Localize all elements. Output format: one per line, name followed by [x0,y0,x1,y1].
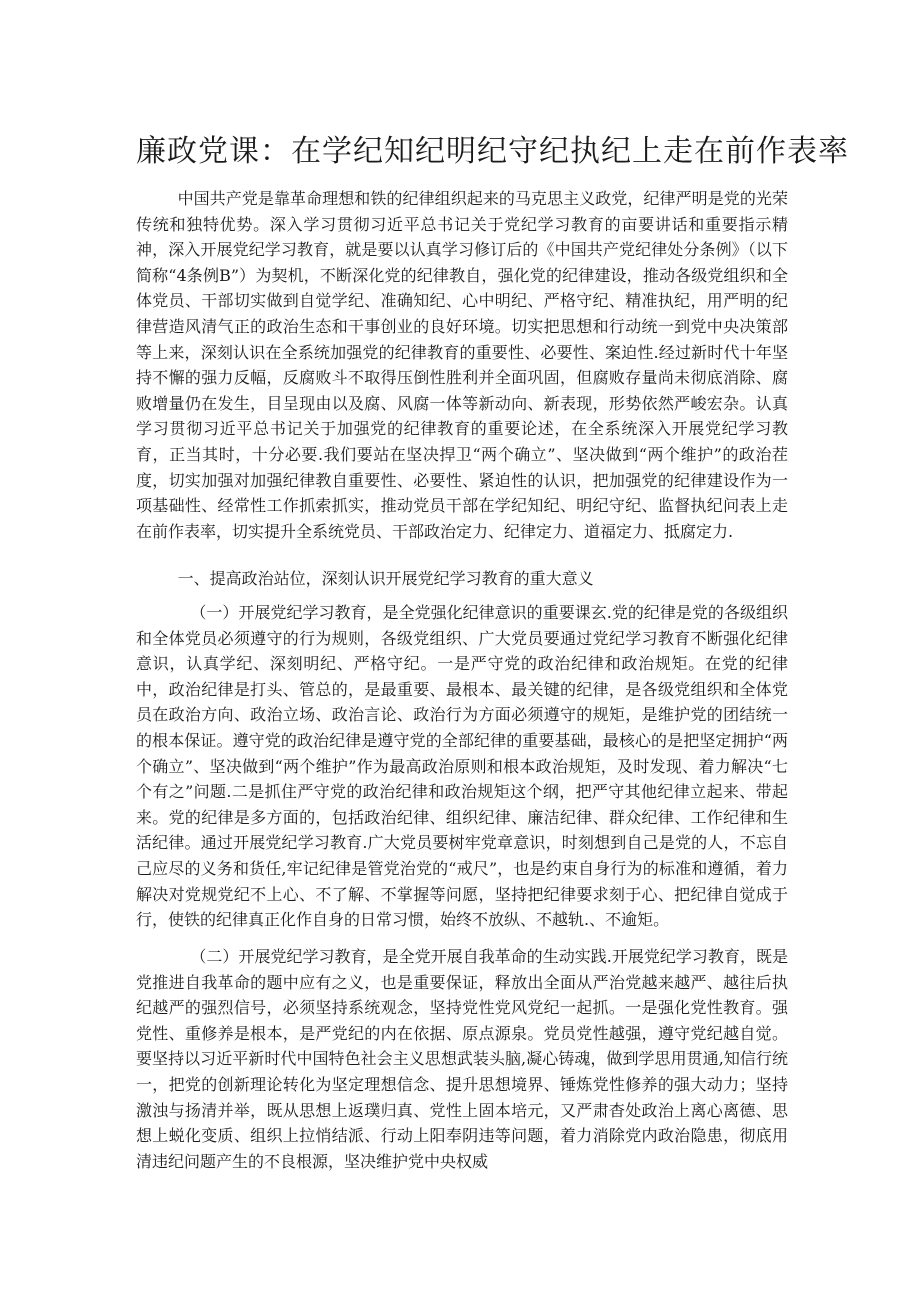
intro-paragraph: 中国共产党是靠革命理想和铁的纪律组织起来的马克思主义政党，纪律严明是党的光荣传统和独特优势。深入学习贯彻习近平总书记关于党纪学习教育的亩要讲话和重要指示精神，深入开展党纪学习教育，就是要以认真学习修订后的《中国共产党纪律处分条例》（以下简称“4条例B”）为契机，不断深化党的纪律教自，强化党的纪律建设，推动各级党组织和全体党员、干部切实做到自觉学纪、准确知纪、心中明纪、严格守纪、精准执纪，用严明的纪律营造风清气正的政治生态和干事创业的良好环境。切实把思想和行动统一到党中央决策部等上来，深刻认识在全系统加强党的纪律教育的重要性、必要性、案迫性.经过新时代十年坚持不懈的强力反幅，反腐败斗不取得压倒性胜利并全面巩固，但腐败存量尚未彻底消除、腐败增量仍在发生，目呈现由以及腐、风腐一体等新动向、新表现，形势依然严峻宏杂。认真学习贯彻习近平总书记关于加强党的纪律教育的重要论述，在全系统深入开展党纪学习教育，正当其时，十分必要.我们要站在坚决捍卫“两个确立”、坚决做到“两个维护”的政治茬度，切实加强对加强纪律教自重要性、必要性、紧迫性的认识，把加强党的纪律建设作为一项基础性、经常性工作抓索抓实，推动党员干部在学纪知纪、明纪守纪、监督执纪问表上走在前作表率，切实提升全系统党员、干部政治定力、纪律定力、道福定力、抵腐定力. [136,189,788,541]
subsection-one-paragraph: （一）开展党纪学习教育，是全党强化纪律意识的重要课玄.党的纪律是党的各级组织和全体党员必须遵守的行为规则，各级党组织、广大党员要通过党纪学习教育不断强化纪律意识，认真学纪、深刻明纪、严格守纪。一是严守党的政治纪律和政治规矩。在党的纪律中，政治纪律是打头、管总的，是最重要、最根本、最关键的纪律，是各级党组织和全体党员在政治方向、政治立场、政治言论、政治行为方面必须遵守的规矩，是维护党的团结统一的根本保证。遵守党的政治纪律是遵守党的全部纪律的重要基础，最核心的是把坚定拥护“两个确立”、坚决做到“两个维护”作为最高政治原则和根本政治规矩，及时发现、着力解决“七个有之”问题.二是抓住严守党的政治纪律和政治规矩这个纲，把严守其他纪律立起来、带起来。党的纪律是多方面的，包括政治纪律、组织纪律、廉洁纪律、群众纪律、工作纪律和生活纪律。通过开展党纪学习教育.广大党员要树牢党章意识，时刻想到自己是党的人，不忘自己应尽的义务和货任,牢记纪律是管党治党的“戒尺”，也是约束自身行为的标准和遵循，着力解决对党规党纪不上心、不了解、不掌握等问愿，坚持把纪律要求刻于心、把纪律自觉成于行，使铁的纪律真正化作自身的日常习惯，始终不放纵、不越轨.、不逾矩。 [136,603,788,930]
section-heading: 一、提高政治站位，深刻认识开展党纪学习教育的重大意义 [177,569,594,588]
subsection-two-paragraph: （二）开展党纪学习教育，是全党开展自我革命的生动实践.开展党纪学习教育，既是党推进自我革命的题中应有之义，也是重要保证，释放出全面从严治党越来越严、越往后执纪越严的强烈信号，必须坚持系统观念，坚持党性党风党纪一起抓。一是强化党性教育。强党性、重修养是根本，是严党纪的内在依据、原点源泉。党员党性越强，遵守党纪越自觉。要坚持以习近平新时代中国特色社会主义思想武装头脑,凝心铸魂，做到学思用贯通,知信行统一，把党的创新理论转化为坚定理想信念、提升思想境界、锤炼党性修养的强大动力；坚持激浊与扬清并举，既从思想上返璞归真、党性上固本培元，又严肃杳处政治上离心离德、思想上蜕化变质、组织上拉悄结派、行动上阳奉阴违等问题，着力消除党内政治隐患，彻底用清违纪问题产生的不良根源，坚决维护党中央权威 [136,947,788,1171]
page-title: 廉政党课：在学纪知纪明纪守纪执纪上走在前作表率 [136,134,849,169]
